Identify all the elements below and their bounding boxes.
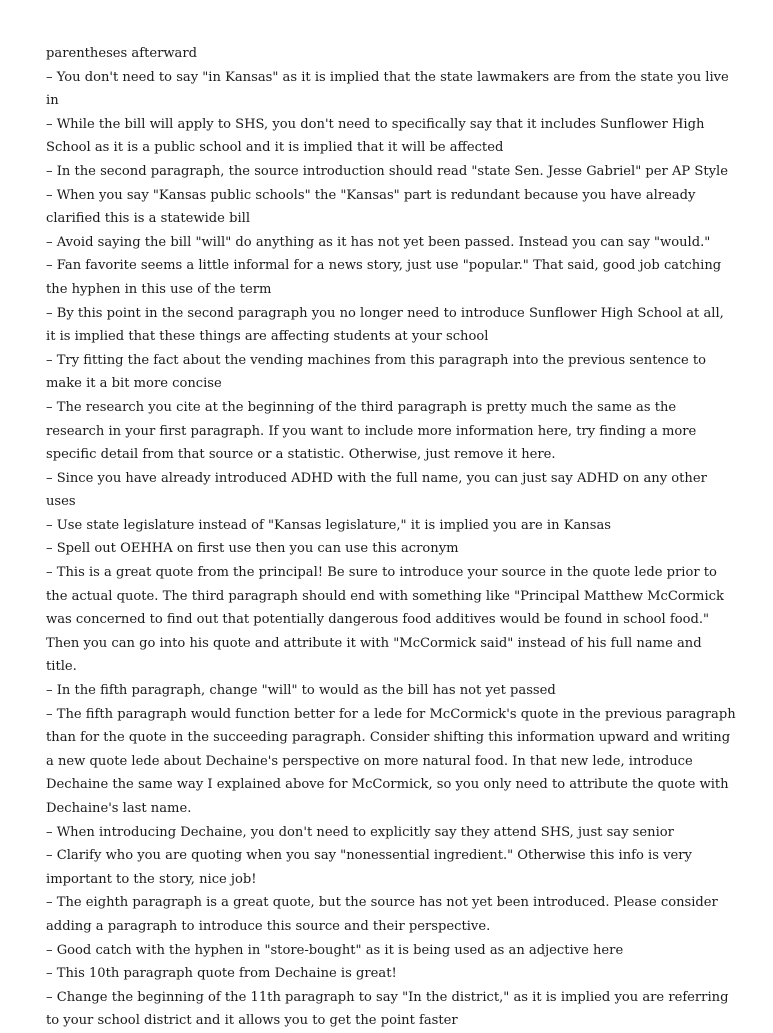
- feedback-line: – The fifth paragraph would function better for a lede for McCormick's quote in the previous paragraph than for the quote in the succeeding paragraph. Consider shifting this information upward and writing a new quote lede about Dechaine's perspective on more natural food. In that new lede, introduce Dechaine the same way I explained above for McCormick, so you only need to attribute the quote with Dechaine's last name.: [46, 706, 736, 816]
- feedback-line: – You don't need to say "in Kansas" as it is implied that the state lawmakers are from the state you live in: [46, 69, 729, 109]
- feedback-line: – Clarify who you are quoting when you say "nonessential ingredient." Otherwise this info is very important to the story, nice job!: [46, 848, 692, 887]
- feedback-line: – This 10th paragraph quote from Dechaine is great!: [46, 966, 397, 982]
- feedback-line: – Since you have already introduced ADHD with the full name, you can just say ADHD on any other uses: [46, 470, 707, 510]
- feedback-line: – By this point in the second paragraph you no longer need to introduce Sunflower High School at all, it is implied that these things are affecting students at your school: [46, 305, 724, 345]
- feedback-line: – Fan favorite seems a little informal for a news story, just use "popular." That said, good job catching the hyphen in this use of the term: [46, 258, 722, 297]
- feedback-line: – The research you cite at the beginning of the third paragraph is pretty much the same as the research in your first paragraph. If you want to include more information here, try finding a more specific detail from that source or a statistic. Otherwise, just remove it here.: [46, 399, 697, 463]
- feedback-line: – In the second paragraph, the source introduction should read "state Sen. Jesse Gabriel" per AP Style: [46, 163, 728, 179]
- feedback-line: – When you say "Kansas public schools" the "Kansas" part is redundant because you have already clarified this is a statewide bill: [46, 187, 696, 227]
- feedback-document: [46, 42, 736, 1033]
- feedback-line: – When introducing Dechaine, you don't need to explicitly say they attend SHS, just say senior: [46, 824, 674, 840]
- feedback-line: parentheses afterward: [46, 46, 198, 61]
- feedback-line: – Good catch with the hyphen in "store-bought" as it is being used as an adjective here: [46, 942, 624, 958]
- feedback-line: – This is a great quote from the principal! Be sure to introduce your source in the quote lede prior to the actual quote. The third paragraph should end with something like "Principal Matthew McCormick was concerned to find out that potentially dangerous food additives would be found in school food." Then you can go into his quote and attribute it with "McCormick said" instead of his full name and title.: [46, 565, 724, 675]
- feedback-line: – Change the beginning of the 11th paragraph to say "In the district," as it is implied you are referring to your school district and it allows you to get the point faster: [46, 989, 729, 1029]
- feedback-line: – Avoid saying the bill "will" do anything as it has not yet been passed. Instead you can say "would.": [46, 234, 711, 250]
- feedback-line: – In the fifth paragraph, change "will" to would as the bill has not yet passed: [46, 683, 556, 699]
- feedback-line: – The eighth paragraph is a great quote, but the source has not yet been introduced. Please consider adding a paragraph to introduce this source and their perspective.: [46, 895, 718, 934]
- feedback-line: – While the bill will apply to SHS, you don't need to specifically say that it includes Sunflower High School as it is a public school and it is implied that it will be affected: [46, 116, 705, 156]
- feedback-line: – Try fitting the fact about the vending machines from this paragraph into the previous sentence to make it a bit more concise: [46, 352, 707, 392]
- feedback-line: – Spell out OEHHA on first use then you can use this acronym: [46, 541, 459, 557]
- feedback-line: – Use state legislature instead of "Kansas legislature," it is implied you are in Kansas: [46, 517, 611, 533]
